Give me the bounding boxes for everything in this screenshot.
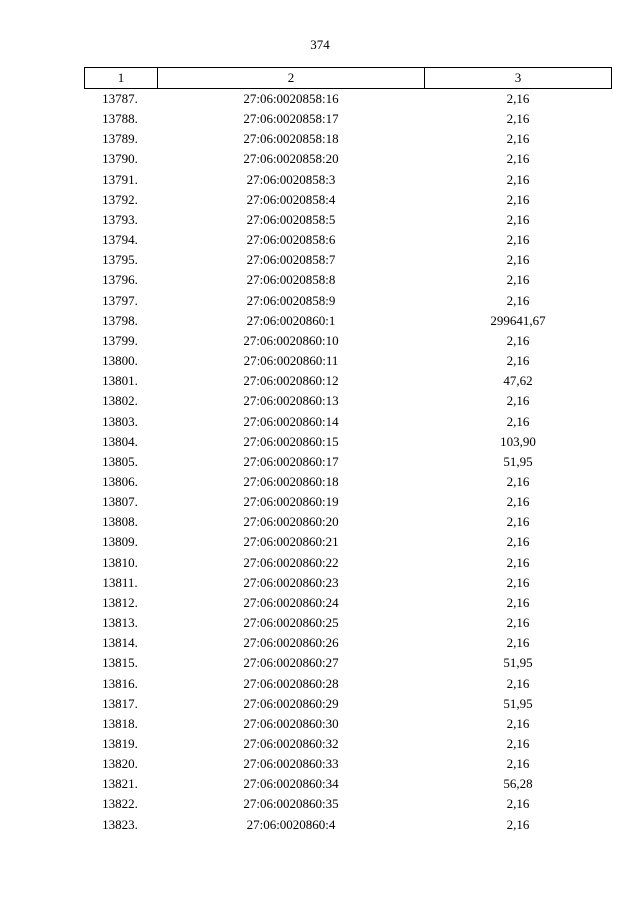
row-number: 13813. — [102, 615, 138, 631]
row-number: 13804. — [102, 433, 138, 449]
cadastral-number: 27:06:0020858:16 — [243, 91, 339, 106]
row-number: 13808. — [102, 514, 138, 530]
table-row — [85, 633, 612, 653]
row-value: 2,16 — [506, 191, 530, 207]
cadastral-number: 27:06:0020860:22 — [243, 554, 339, 570]
cadastral-number: 27:06:0020860:26 — [243, 635, 339, 651]
cadastral-number: 27:06:0020860:4 — [246, 816, 336, 832]
table-row — [85, 512, 612, 532]
row-number: 13814. — [102, 635, 138, 651]
row-number: 13818. — [102, 715, 138, 731]
row-value: 2,16 — [506, 232, 530, 248]
row-number: 13817. — [102, 695, 138, 711]
table-row — [85, 613, 612, 633]
table-row — [85, 351, 612, 371]
row-value: 2,16 — [506, 534, 530, 550]
row-number: 13790. — [102, 151, 138, 167]
row-value: 2,16 — [506, 292, 530, 308]
cadastral-number: 27:06:0020858:4 — [246, 191, 336, 207]
cadastral-number: 27:06:0020860:29 — [243, 695, 339, 711]
cadastral-number: 27:06:0020860:30 — [243, 715, 339, 731]
cadastral-number: 27:06:0020860:11 — [243, 353, 339, 369]
table-row — [85, 371, 612, 391]
column-header-1: 1 — [85, 68, 158, 89]
row-value: 2,16 — [506, 252, 530, 268]
table-row — [85, 109, 612, 129]
table-row — [85, 714, 612, 734]
row-value: 2,16 — [506, 131, 530, 147]
table-row — [85, 593, 612, 613]
row-number: 13799. — [102, 332, 138, 348]
cadastral-number: 27:06:0020860:25 — [243, 615, 339, 631]
table-row — [85, 492, 612, 512]
table-row — [85, 170, 612, 190]
row-number: 13800. — [102, 353, 138, 369]
row-value: 2,16 — [506, 756, 530, 772]
row-number: 13798. — [102, 312, 138, 328]
table-row — [85, 210, 612, 230]
cadastral-number: 27:06:0020860:14 — [243, 413, 339, 429]
cadastral-number: 27:06:0020860:23 — [243, 574, 339, 590]
cadastral-number: 27:06:0020860:1 — [246, 312, 336, 328]
table-row — [85, 452, 612, 472]
table-row — [85, 815, 612, 835]
table-body — [85, 89, 612, 835]
row-value: 2,16 — [506, 171, 530, 187]
table-row — [85, 532, 612, 552]
row-number: 13810. — [102, 554, 138, 570]
cadastral-number: 27:06:0020860:35 — [243, 796, 339, 812]
table-row — [85, 653, 612, 673]
cadastral-number: 27:06:0020860:15 — [243, 433, 339, 449]
table-row — [85, 754, 612, 774]
row-value: 2,16 — [506, 715, 530, 731]
row-value: 2,16 — [506, 111, 530, 127]
row-value: 2,16 — [506, 413, 530, 429]
row-number: 13805. — [102, 453, 138, 469]
row-number: 13811. — [102, 574, 138, 590]
row-number: 13797. — [102, 292, 138, 308]
row-value: 2,16 — [506, 554, 530, 570]
cadastral-number: 27:06:0020860:27 — [243, 655, 339, 671]
row-value: 2,16 — [506, 635, 530, 651]
cadastral-number: 27:06:0020860:18 — [243, 473, 339, 489]
row-number: 13789. — [102, 131, 138, 147]
cadastral-number: 27:06:0020858:7 — [246, 252, 336, 268]
row-number: 13792. — [102, 191, 138, 207]
table-row — [85, 331, 612, 351]
row-value: 2,16 — [506, 332, 530, 348]
table-row — [85, 250, 612, 270]
row-number: 13821. — [102, 776, 138, 792]
row-number: 13803. — [102, 413, 138, 429]
row-number: 13809. — [102, 534, 138, 550]
table-row — [85, 674, 612, 694]
table-row — [85, 270, 612, 290]
row-number: 13819. — [102, 736, 138, 751]
row-value: 2,16 — [506, 473, 530, 489]
row-number: 13820. — [102, 756, 138, 772]
cadastral-number: 27:06:0020860:21 — [243, 534, 339, 550]
table-row — [85, 230, 612, 250]
row-number: 13788. — [102, 111, 138, 127]
row-value: 2,16 — [506, 816, 530, 832]
table-row — [85, 311, 612, 331]
row-number: 13787. — [102, 91, 138, 106]
row-value: 2,16 — [506, 796, 530, 812]
row-value: 2,16 — [506, 615, 530, 631]
row-number: 13812. — [102, 594, 138, 610]
row-number: 13795. — [102, 252, 138, 268]
cadastral-number: 27:06:0020860:32 — [243, 736, 339, 751]
cadastral-number: 27:06:0020858:3 — [246, 171, 336, 187]
row-number: 13807. — [102, 494, 138, 510]
table-row — [85, 149, 612, 169]
cadastral-number: 27:06:0020860:17 — [243, 453, 339, 469]
table-row — [85, 89, 612, 110]
row-number: 13815. — [102, 655, 138, 671]
row-value: 2,16 — [506, 574, 530, 590]
row-value: 2,16 — [506, 151, 530, 167]
cadastral-number: 27:06:0020860:28 — [243, 675, 339, 691]
cadastral-number: 27:06:0020860:24 — [243, 594, 339, 610]
row-value: 299641,67 — [490, 312, 546, 328]
cadastral-number: 27:06:0020858:18 — [243, 131, 339, 147]
row-number: 13806. — [102, 473, 138, 489]
table-row — [85, 391, 612, 411]
data-table — [84, 67, 612, 835]
cadastral-number: 27:06:0020860:20 — [243, 514, 339, 530]
cadastral-number: 27:06:0020860:34 — [243, 776, 339, 792]
row-value: 2,16 — [506, 675, 530, 691]
row-value: 2,16 — [506, 353, 530, 369]
row-value: 2,16 — [506, 211, 530, 227]
row-value: 51,95 — [503, 453, 533, 469]
row-value: 103,90 — [500, 433, 536, 449]
row-value: 51,95 — [503, 655, 533, 671]
row-value: 2,16 — [506, 514, 530, 530]
row-number: 13802. — [102, 393, 138, 409]
column-header-2: 2 — [158, 68, 425, 89]
row-value: 2,16 — [506, 393, 530, 409]
row-number: 13793. — [102, 211, 138, 227]
row-value: 2,16 — [506, 91, 530, 106]
cadastral-number: 27:06:0020858:20 — [243, 151, 339, 167]
cadastral-number: 27:06:0020858:6 — [246, 232, 336, 248]
row-value: 2,16 — [506, 494, 530, 510]
row-number: 13823. — [102, 816, 138, 832]
row-number: 13794. — [102, 232, 138, 248]
table-row — [85, 694, 612, 714]
row-number: 13801. — [102, 373, 138, 389]
table-row — [85, 573, 612, 593]
table-row — [85, 291, 612, 311]
header-row — [85, 68, 612, 89]
row-value: 2,16 — [506, 736, 530, 751]
cadastral-number: 27:06:0020858:9 — [246, 292, 336, 308]
table-row — [85, 774, 612, 794]
table-row — [85, 553, 612, 573]
table-row — [85, 794, 612, 814]
row-number: 13816. — [102, 675, 138, 691]
row-number: 13822. — [102, 796, 138, 812]
cadastral-number: 27:06:0020860:33 — [243, 756, 339, 772]
cadastral-number: 27:06:0020858:5 — [246, 211, 336, 227]
row-value: 2,16 — [506, 272, 530, 288]
table-row — [85, 190, 612, 210]
row-number: 13796. — [102, 272, 138, 288]
cadastral-number: 27:06:0020860:13 — [243, 393, 339, 409]
table-row — [85, 734, 612, 754]
row-value: 2,16 — [506, 594, 530, 610]
row-number: 13791. — [102, 171, 138, 187]
table-row — [85, 472, 612, 492]
row-value: 47,62 — [503, 373, 533, 389]
page-number: 374 — [310, 37, 330, 52]
cadastral-number: 27:06:0020860:10 — [243, 332, 339, 348]
cadastral-number: 27:06:0020858:17 — [243, 111, 339, 127]
cadastral-number: 27:06:0020858:8 — [246, 272, 336, 288]
row-value: 56,28 — [503, 776, 533, 792]
table-row — [85, 432, 612, 452]
cadastral-number: 27:06:0020860:12 — [243, 373, 339, 389]
cadastral-number: 27:06:0020860:19 — [243, 494, 339, 510]
table-row — [85, 412, 612, 432]
table-row — [85, 129, 612, 149]
column-header-3: 3 — [425, 68, 612, 89]
row-value: 51,95 — [503, 695, 533, 711]
